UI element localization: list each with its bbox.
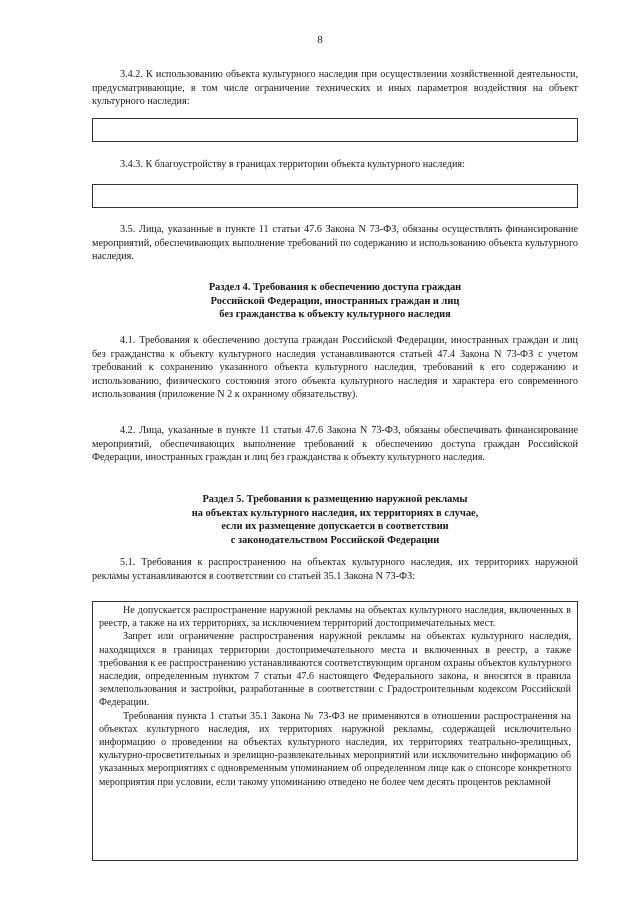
paragraph-5-1-text: 5.1. Требования к распространению на объектах культурного наследия, их территориях наружной рекламы устанавливаются в соответствии со статьей 35.1 Закона N 73-ФЗ: xyxy=(92,557,578,582)
box-paragraph-2 xyxy=(93,630,577,709)
section-5-heading-line: с законодательством Российской Федерации xyxy=(230,534,440,546)
section-4-heading-line: без гражданства к объекту культурного наследия xyxy=(219,309,451,321)
paragraph-3-4-3-text: 3.4.3. К благоустройству в границах территории объекта культурного наследия: xyxy=(120,159,465,170)
box-paragraph-3 xyxy=(93,710,577,789)
section-5-heading xyxy=(92,493,578,547)
box-paragraph-3-text: Требования пункта 1 статьи 35.1 Закона № 73-ФЗ не применяются в отношении распространения на объектах культурного наследия, их территориях наружной рекламы, содержащей исключительно информацию о проведении на объектах культурного наследия, их территориях театрально-зрелищных, культурно-просветительных и зрелищно-развлекательных мероприятий или исключительно информацию об указанных мероприятиях с одновременным упоминанием об определенном лице как о спонсоре конкретного мероприятия при условии, если такому упоминанию отведено не более чем десять процентов рекламной xyxy=(99,710,571,788)
section-5-heading-line: если их размещение допускается в соответствии xyxy=(221,521,449,533)
paragraph-3-4-3 xyxy=(92,158,578,172)
section-4-heading-line: Раздел 4. Требования к обеспечению доступа граждан xyxy=(208,282,462,293)
page-number: 8 xyxy=(317,34,323,46)
box-paragraph-1-text: Не допускается распространение наружной рекламы на объектах культурного наследия, включенных в реестр, а также на их территориях, за исключением территорий достопримечательных мест. xyxy=(99,605,571,630)
section-5-heading-line: на объектах культурного наследия, их территориях в случае, xyxy=(191,507,479,519)
section-4-heading xyxy=(92,281,578,322)
paragraph-4-1-text: 4.1. Требования к обеспечению доступа граждан Российской Федерации, иностранных граждан и лиц без гражданства к объекту культурного наследия устанавливаются статьей 47.4 Закона N 73-ФЗ с учетом требований к сохранению указанного объекта культурного наследия, требований к его содержанию и использованию, физического состояния этого объекта культурного наследия и характера его современного использования (приложение N 2 к охранному обязательству). xyxy=(92,335,578,401)
empty-field-3-4-2 xyxy=(92,118,578,142)
paragraph-4-2 xyxy=(92,424,578,465)
quoted-law-box xyxy=(92,601,578,861)
section-4-heading-line: Российской Федерации, иностранных граждан и лиц xyxy=(210,295,460,307)
section-5-heading-line: Раздел 5. Требования к размещению наружной рекламы xyxy=(202,494,468,505)
paragraph-3-5-text: 3.5. Лица, указанные в пункте 11 статьи 47.6 Закона N 73-ФЗ, обязаны осуществлять финансирование мероприятий, обеспечивающих выполнение требований по содержанию и использованию объекта культурного наследия. xyxy=(92,224,578,263)
box-paragraph-1 xyxy=(93,604,577,630)
box-paragraph-2-text: Запрет или ограничение распространения наружной рекламы на объектах культурного наследия, находящихся в границах территории достопримечательного места и включенных в реестр, а также требования к ее распространению устанавливаются соответствующим органом охраны объектов культурного наследия, определенным пунктом 7 статьи 47.6 настоящего Федерального закона, и вносятся в правила землепользования и застройки, разработанные в соответствии с Градостроительным кодексом Российской Федерации. xyxy=(99,631,571,709)
paragraph-3-4-2-text: 3.4.2. К использованию объекта культурного наследия при осуществлении хозяйственной деятельности, предусматривающие, в том числе ограничение технических и иных параметров воздействия на объект культурного наследия: xyxy=(92,69,578,108)
paragraph-5-1 xyxy=(92,556,578,583)
empty-field-3-4-3 xyxy=(92,184,578,208)
paragraph-4-2-text: 4.2. Лица, указанные в пункте 11 статьи 47.6 Закона N 73-ФЗ, обязаны обеспечивать финансирование мероприятий, обеспечивающих выполнение требований к обеспечению доступа граждан Российской Федерации, иностранных граждан и лиц без гражданства к объекту культурного наследия. xyxy=(92,425,578,464)
paragraph-3-5 xyxy=(92,223,578,264)
paragraph-3-4-2 xyxy=(92,68,578,109)
paragraph-4-1 xyxy=(92,334,578,402)
